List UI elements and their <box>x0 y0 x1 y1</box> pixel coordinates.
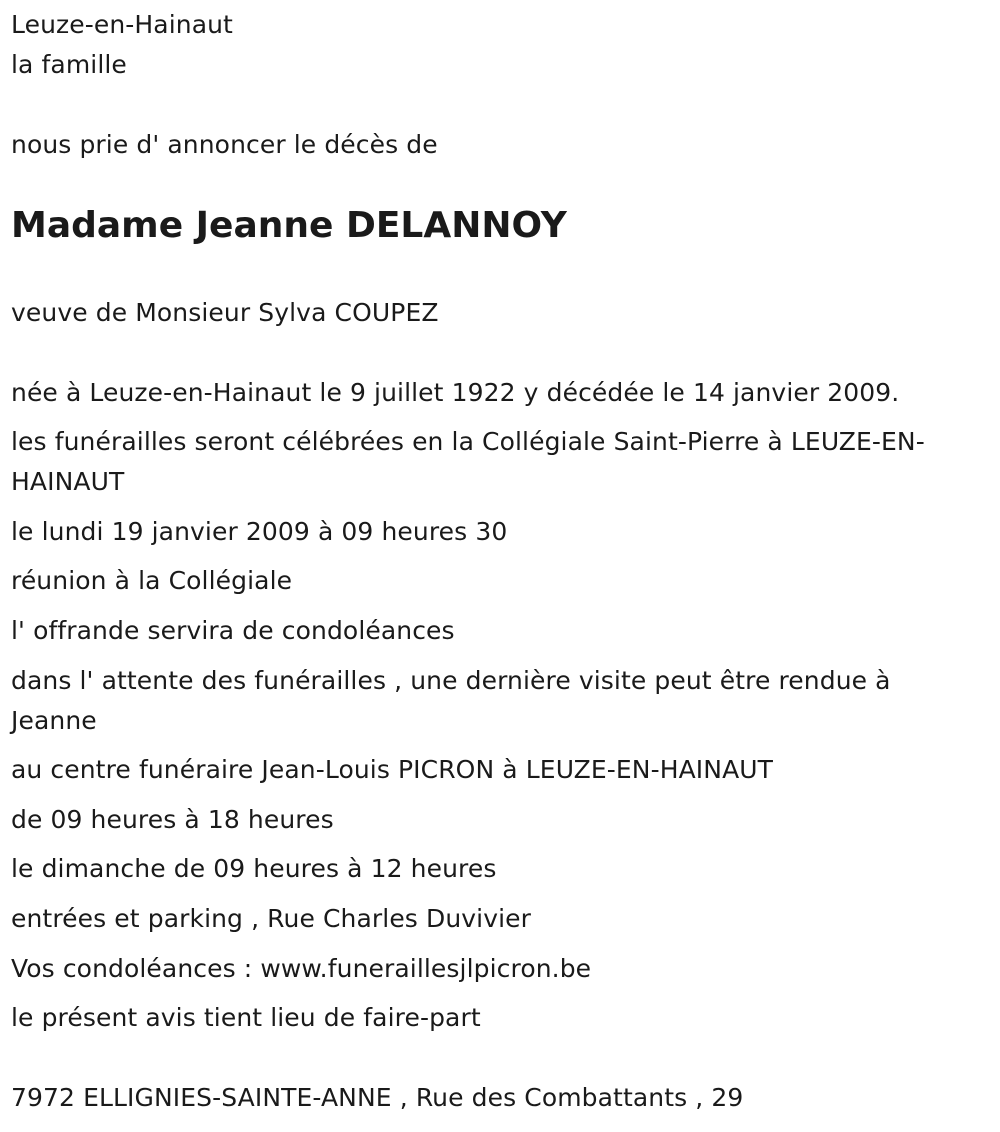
birth-death-line: née à Leuze-en-Hainaut le 9 juillet 1922 y décédée le 14 janvier 2009. <box>11 378 900 407</box>
funeral-location-line: les funérailles seront célébrées en la Collégiale Saint-Pierre à LEUZE-EN-HAINAUT <box>11 427 925 496</box>
visit-line: dans l' attente des funérailles , une dernière visite peut être rendue à Jeanne <box>11 666 891 735</box>
funeral-home-line: au centre funéraire Jean-Louis PICRON à LEUZE-EN-HAINAUT <box>11 755 774 784</box>
condolences-line: Vos condoléances : www.funeraillesjlpicron.be <box>11 954 592 983</box>
meeting-line: réunion à la Collégiale <box>11 566 293 595</box>
notice-text-line: le présent avis tient lieu de faire-part <box>11 1003 481 1032</box>
deceased-name: Madame Jeanne DELANNOY <box>11 205 567 246</box>
address-line: 7972 ELLIGNIES-SAINTE-ANNE , Rue des Combattants , 29 <box>11 1083 744 1112</box>
city-line: Leuze-en-Hainaut <box>11 10 233 39</box>
spouse-line: veuve de Monsieur Sylva COUPEZ <box>11 298 439 327</box>
hours-week-line: de 09 heures à 18 heures <box>11 805 334 834</box>
funeral-date-line: le lundi 19 janvier 2009 à 09 heures 30 <box>11 517 508 546</box>
offering-line: l' offrande servira de condoléances <box>11 616 455 645</box>
announce-line: nous prie d' annoncer le décès de <box>11 130 438 159</box>
family-line: la famille <box>11 50 127 79</box>
hours-sunday-line: le dimanche de 09 heures à 12 heures <box>11 854 497 883</box>
entrance-line: entrées et parking , Rue Charles Duvivier <box>11 904 532 933</box>
